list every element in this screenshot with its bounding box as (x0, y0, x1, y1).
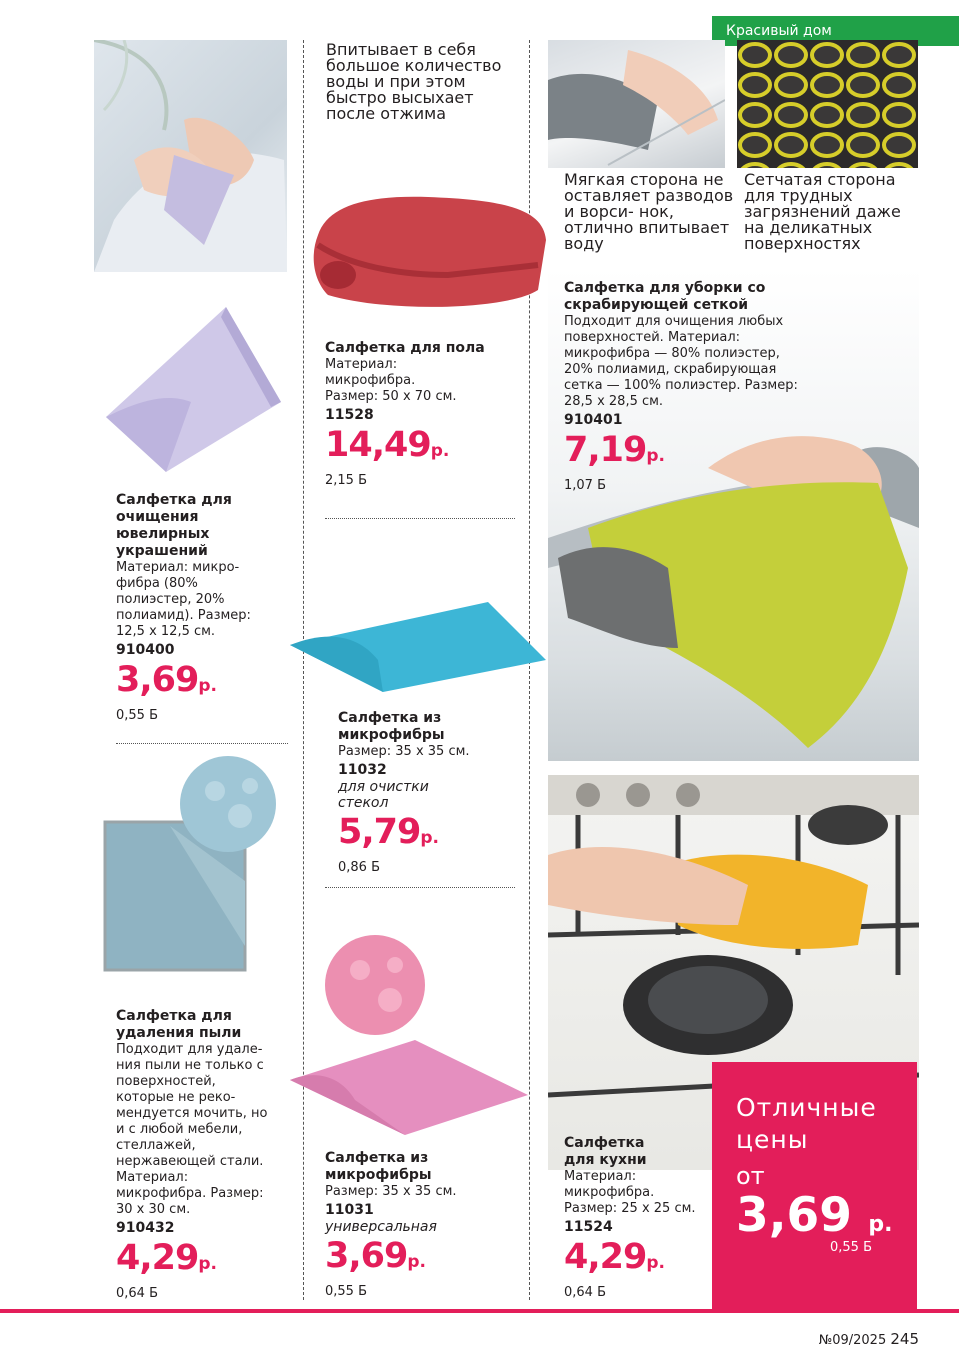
pink-universal-cloth-image (285, 930, 530, 1140)
dotted-divider (325, 887, 515, 888)
product-points: 2,15 Б (325, 473, 367, 488)
product-title: Салфетка из микрофибры (338, 710, 445, 743)
promo-points: 0,55 Б (830, 1240, 872, 1255)
product-description: Размер: 35 х 35 см. (338, 744, 470, 759)
product-title: Салфетка для пола (325, 340, 485, 356)
product-points: 1,07 Б (564, 478, 606, 493)
page-number: 245 (890, 1330, 919, 1348)
product-scrub-cloth (564, 280, 824, 495)
product-points: 0,64 Б (116, 1286, 158, 1301)
dotted-divider (325, 518, 515, 519)
product-price: 4,29р. (116, 1238, 217, 1278)
product-code: 11528 (325, 407, 374, 423)
product-note: универсальная (325, 1219, 437, 1235)
product-note: для очистки стекол (338, 779, 429, 811)
bottom-accent-line (0, 1309, 959, 1313)
product-description: Материал: микрофибра. Размер: 50 х 70 см. (325, 357, 457, 404)
product-price: 3,69р. (325, 1236, 426, 1276)
product-title: Салфетка для кухни (564, 1135, 647, 1168)
red-floor-cloth-image (308, 185, 548, 315)
blue-glass-cloth-image (288, 600, 548, 695)
product-title: Салфетка для уборки со скрабирующей сеткой (564, 280, 766, 313)
section-tag: Красивый дом (712, 16, 959, 46)
product-code: 910432 (116, 1220, 175, 1236)
product-price: 5,79р. (338, 812, 439, 852)
dotted-divider (116, 743, 288, 744)
mesh-side-caption: Сетчатая сторона для трудных загрязнений даже на деликатных поверхностях (744, 170, 901, 253)
product-description: Материал: микрофибра. Размер: 25 х 25 см. (564, 1169, 696, 1216)
issue-number: №09/2025 (818, 1333, 887, 1348)
product-title: Салфетка из микрофибры (325, 1150, 432, 1183)
soft-side-photo (548, 40, 725, 168)
product-points: 0,55 Б (325, 1284, 367, 1299)
product-price: 14,49р. (325, 425, 450, 465)
product-price: 3,69р. (116, 660, 217, 700)
promo-price: 3,69 р. (736, 1188, 893, 1243)
soft-side-caption: Мягкая сторона не оставляет разводов и ворси- нок, отлично впитывает воду (564, 170, 734, 253)
product-floor-cloth (325, 340, 515, 490)
product-glass-cloth (338, 710, 508, 877)
promo-title: Отличные цены (736, 1093, 877, 1154)
product-description: Подходит для удале- ния пыли не только с поверхностей, которые не реко- мендуется мочить, но и с любой мебели, стеллажей, нержавеющей стали. Материал: микрофибра. Размер: 30 х 30 см. (116, 1042, 268, 1217)
product-description: Материал: микро- фибра (80% полиэстер, 20% полиамид). Размер: 12,5 х 12,5 см. (116, 560, 251, 639)
product-code: 910400 (116, 642, 175, 658)
absorb-caption: Впитывает в себя большое количество воды и при этом быстро высыхает после отжима (326, 40, 502, 123)
hands-cleaning-ring-photo (94, 40, 287, 272)
product-jewelry-cloth (116, 492, 291, 725)
product-points: 0,64 Б (564, 1285, 606, 1300)
product-title: Салфетка для очищения ювелирных украшений (116, 492, 232, 559)
product-code: 11031 (325, 1202, 374, 1218)
promo-badge (712, 1062, 917, 1310)
product-description: Подходит для очищения любых поверхностей. Материал: микрофибра — 80% полиэстер, 20% полиамид, скрабирующая сетка — 100% полиэстер. Размер: 28,5 х 28,5 см. (564, 314, 798, 409)
product-universal-cloth (325, 1150, 515, 1301)
product-title: Салфетка для удаления пыли (116, 1008, 242, 1041)
product-points: 0,55 Б (116, 708, 158, 723)
page-footer (819, 1330, 919, 1348)
blue-dust-cloth-image (100, 756, 290, 976)
mesh-side-photo (737, 40, 918, 168)
product-price: 4,29р. (564, 1237, 665, 1277)
product-price: 7,19р. (564, 430, 665, 470)
product-description: Размер: 35 х 35 см. (325, 1184, 457, 1199)
product-code: 910401 (564, 412, 623, 428)
lilac-cloth-image (96, 292, 286, 477)
product-code: 11524 (564, 1219, 613, 1235)
promo-from: от (736, 1162, 765, 1190)
product-code: 11032 (338, 762, 387, 778)
product-points: 0,86 Б (338, 860, 380, 875)
product-kitchen-cloth (564, 1135, 714, 1302)
product-dust-cloth (116, 1008, 291, 1303)
